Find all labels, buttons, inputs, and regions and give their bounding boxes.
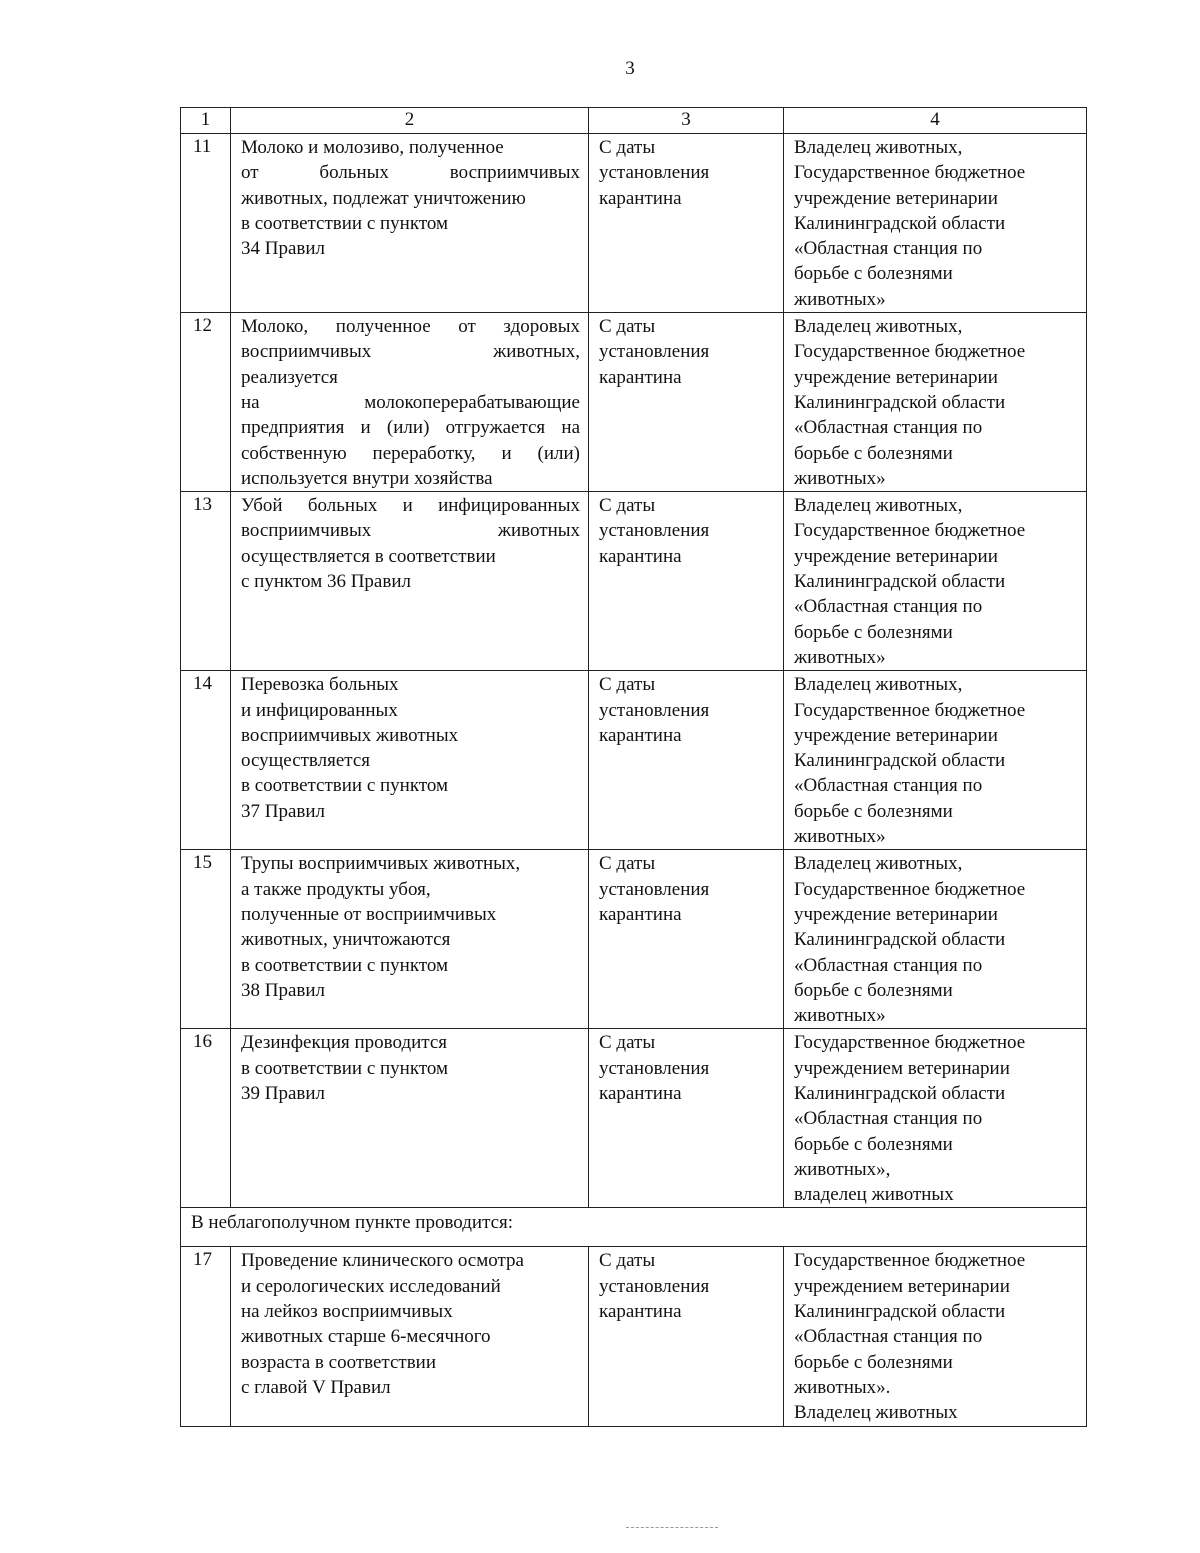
cell-line: Калининградской области	[794, 929, 1006, 951]
cell-line: Владелец животных	[794, 1402, 958, 1424]
cell-line: «Областная станция по	[794, 954, 983, 976]
responsible-cell	[784, 492, 1087, 671]
cell-line: осуществляется в соответствии	[241, 545, 496, 567]
cell-line: борьбе с болезнями	[794, 1133, 953, 1155]
table-row	[181, 313, 1087, 492]
cell-line: установления	[599, 520, 710, 542]
cell-line: карантина	[599, 545, 682, 567]
measures-table	[180, 107, 1087, 1427]
header-cell: 1	[181, 108, 231, 134]
table-row	[181, 850, 1087, 1029]
cell-line: осуществляется	[241, 750, 371, 772]
cell-line: Убой больных и инфицированных	[241, 495, 580, 517]
deadline-cell	[589, 1247, 784, 1426]
cell-line: С даты	[599, 1032, 656, 1054]
cell-line: восприимчивых животных,	[241, 341, 580, 363]
cell-line: животных старше 6-месячного	[241, 1326, 491, 1348]
cell-line: животных, уничтожаются	[241, 929, 451, 951]
cell-line: учреждение ветеринарии	[794, 903, 998, 925]
page-number: 3	[625, 58, 635, 79]
cell-line: С даты	[599, 137, 656, 158]
cell-line: учреждение ветеринарии	[794, 724, 998, 746]
cell-line: «Областная станция по	[794, 1326, 983, 1348]
cell-line: 39 Правил	[241, 1082, 326, 1104]
header-cell: 4	[784, 108, 1087, 134]
cell-line: животных»,	[794, 1158, 891, 1180]
cell-line: а также продукты убоя,	[241, 878, 431, 900]
cell-line: установления	[599, 878, 710, 900]
cell-line: борьбе с болезнями	[794, 1351, 953, 1373]
row-number: 16	[181, 1029, 231, 1208]
measure-cell	[231, 671, 589, 850]
responsible-cell	[784, 1247, 1087, 1426]
row-number: 11	[181, 134, 231, 313]
cell-line: от больных восприимчивых	[241, 162, 580, 184]
cell-line: Государственное бюджетное	[794, 1032, 1026, 1054]
measure-cell	[231, 492, 589, 671]
deadline-cell	[589, 134, 784, 313]
cell-line: собственную переработку, и (или)	[241, 442, 580, 464]
cell-line: Перевозка больных	[241, 674, 399, 696]
cell-line: учреждением ветеринарии	[794, 1057, 1010, 1079]
row-number: 14	[181, 671, 231, 850]
cell-line: карантина	[599, 187, 682, 209]
row-number: 13	[181, 492, 231, 671]
cell-line: животных»	[794, 646, 886, 668]
cell-line: и серологических исследований	[241, 1275, 501, 1297]
header-cell: 3	[589, 108, 784, 134]
cell-line: Молоко, полученное от здоровых	[241, 316, 580, 338]
cell-line: Калининградской области	[794, 571, 1006, 593]
deadline-cell	[589, 671, 784, 850]
cell-line: на лейкоз восприимчивых	[241, 1301, 453, 1323]
deadline-cell	[589, 1029, 784, 1208]
row-number: 15	[181, 850, 231, 1029]
cell-line: учреждение ветеринарии	[794, 366, 998, 388]
cell-line: карантина	[599, 1301, 682, 1323]
cell-line: борьбе с болезнями	[794, 442, 953, 464]
cell-line: Калининградской области	[794, 1082, 1006, 1104]
cell-line: борьбе с болезнями	[794, 263, 953, 285]
cell-line: и инфицированных	[241, 699, 398, 721]
cell-line: Владелец животных,	[794, 674, 963, 696]
cell-line: «Областная станция по	[794, 417, 983, 439]
header-cell: 2	[231, 108, 589, 134]
cell-line: Государственное бюджетное	[794, 341, 1026, 363]
cell-line: Калининградской области	[794, 750, 1006, 772]
measure-cell	[231, 134, 589, 313]
cell-line: «Областная станция по	[794, 596, 983, 618]
cell-line: владелец животных	[794, 1184, 954, 1206]
cell-line: борьбе с болезнями	[794, 621, 953, 643]
cell-line: учреждение ветеринарии	[794, 545, 998, 567]
cell-line: Владелец животных,	[794, 853, 963, 875]
cell-line: Владелец животных,	[794, 495, 963, 517]
cell-line: Государственное бюджетное	[794, 1250, 1026, 1272]
cell-line: Молоко и молозиво, полученное	[241, 137, 504, 158]
cell-line: Калининградской области	[794, 391, 1006, 413]
cell-line: животных»	[794, 467, 886, 489]
cell-line: полученные от восприимчивых	[241, 903, 497, 925]
measure-cell	[231, 850, 589, 1029]
cell-line: восприимчивых животных	[241, 520, 580, 542]
cell-line: животных»	[794, 288, 886, 310]
measure-cell	[231, 313, 589, 492]
cell-line: С даты	[599, 674, 656, 696]
cell-line: С даты	[599, 495, 656, 517]
table-row	[181, 134, 1087, 313]
cell-line: установления	[599, 1275, 710, 1297]
table-row	[181, 1247, 1087, 1426]
cell-line: животных, подлежат уничтожению	[241, 187, 526, 209]
section-row	[181, 1208, 1087, 1247]
cell-line: Владелец животных,	[794, 316, 963, 338]
responsible-cell	[784, 134, 1087, 313]
cell-line: реализуется	[241, 366, 338, 388]
cell-line: учреждением ветеринарии	[794, 1275, 1010, 1297]
cell-line: животных»	[794, 1005, 886, 1027]
cell-line: Калининградской области	[794, 212, 1006, 234]
cell-line: с пунктом 36 Правил	[241, 571, 411, 593]
cell-line: борьбе с болезнями	[794, 979, 953, 1001]
cell-line: С даты	[599, 1250, 656, 1272]
measure-cell	[231, 1029, 589, 1208]
cell-line: в соответствии с пунктом	[241, 954, 449, 976]
cell-line: в соответствии с пунктом	[241, 775, 449, 797]
deadline-cell	[589, 492, 784, 671]
deadline-cell	[589, 313, 784, 492]
cell-line: на молокоперерабатывающие	[241, 391, 580, 413]
cell-line: учреждение ветеринарии	[794, 187, 998, 209]
cell-line: Государственное бюджетное	[794, 520, 1026, 542]
cell-line: 38 Правил	[241, 979, 326, 1001]
cell-line: «Областная станция по	[794, 238, 983, 260]
responsible-cell	[784, 1029, 1087, 1208]
cell-line: Проведение клинического осмотра	[241, 1250, 524, 1272]
cell-line: восприимчивых животных	[241, 724, 459, 746]
cell-line: используется внутри хозяйства	[241, 467, 493, 489]
cell-line: 37 Правил	[241, 800, 326, 822]
cell-line: Государственное бюджетное	[794, 878, 1026, 900]
cell-line: животных»	[794, 826, 886, 848]
cell-line: Трупы восприимчивых животных,	[241, 853, 521, 875]
responsible-cell	[784, 313, 1087, 492]
footer-mark	[626, 1527, 718, 1528]
cell-line: в соответствии с пунктом	[241, 212, 449, 234]
cell-line: с главой V Правил	[241, 1376, 391, 1398]
cell-line: С даты	[599, 853, 656, 875]
deadline-cell	[589, 850, 784, 1029]
section-title: В неблагополучном пункте проводится:	[181, 1208, 1087, 1247]
cell-line: установления	[599, 341, 710, 363]
table-header-row	[181, 108, 1087, 134]
cell-line: Владелец животных,	[794, 137, 963, 158]
cell-line: карантина	[599, 903, 682, 925]
table-row	[181, 1029, 1087, 1208]
cell-line: С даты	[599, 316, 656, 338]
table-row	[181, 492, 1087, 671]
cell-line: установления	[599, 162, 710, 184]
cell-line: Дезинфекция проводится	[241, 1032, 448, 1054]
cell-line: предприятия и (или) отгружается на	[241, 417, 580, 439]
row-number: 17	[181, 1247, 231, 1426]
cell-line: установления	[599, 1057, 710, 1079]
cell-line: установления	[599, 699, 710, 721]
cell-line: борьбе с болезнями	[794, 800, 953, 822]
row-number: 12	[181, 313, 231, 492]
responsible-cell	[784, 671, 1087, 850]
cell-line: карантина	[599, 724, 682, 746]
measure-cell	[231, 1247, 589, 1426]
cell-line: в соответствии с пунктом	[241, 1057, 449, 1079]
cell-line: карантина	[599, 1082, 682, 1104]
cell-line: «Областная станция по	[794, 1108, 983, 1130]
cell-line: возраста в соответствии	[241, 1351, 437, 1373]
cell-line: Калининградской области	[794, 1301, 1006, 1323]
cell-line: животных».	[794, 1376, 891, 1398]
cell-line: Государственное бюджетное	[794, 162, 1026, 184]
cell-line: «Областная станция по	[794, 775, 983, 797]
cell-line: 34 Правил	[241, 238, 326, 260]
responsible-cell	[784, 850, 1087, 1029]
cell-line: карантина	[599, 366, 682, 388]
table-row	[181, 671, 1087, 850]
cell-line: Государственное бюджетное	[794, 699, 1026, 721]
